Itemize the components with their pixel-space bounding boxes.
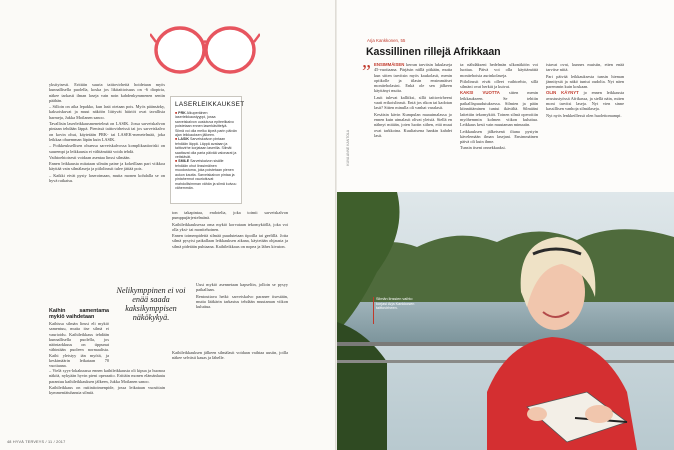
para: Nyt nyös lenkkeillessä olen huolettomampi. bbox=[546, 112, 622, 118]
caption-accent bbox=[373, 297, 374, 324]
para: istavat ovat, kunnes muistin, etten enää tarvitse niitä. bbox=[546, 62, 624, 73]
right-col-2 bbox=[460, 62, 538, 152]
para: Kaihileikkaus on rutiinitoimenpide, jossa leikataan vuosittain kymmeniätuhansia silmiä. bbox=[49, 384, 165, 396]
para: Kaihissa silmän linssi eli mykiö samentuu, mutta itse silmä ei vaurioidu. Kaihileikkaus tehdään kunnallisella puolella, jos näöntarkkuus on tippunut vähintään puoleen normaalista. Kaihi yleistyy iän myötä, ja keskimäärin leikataan 70 vuotiaana. bbox=[49, 321, 109, 369]
para: Kaihileikkauksen jälkeen silmälasit voidaan vaihtaa uusiin, joilla näkee selvästi kauas ja lähelle. bbox=[172, 350, 288, 361]
para: – Kaikki eivät pysty laseroimaan, mutta monen kohdalla se on hyvä ratkaisu. bbox=[49, 172, 165, 184]
para: – Vielä syys-lokakuussa ennen kaihileikkausta oli kipua ja huonoa näköä, nykyään hyvin pieni operaatio. Erittäin monen elämänlaatu parantuu kaihileikkauksen jälkeen, Jukka Moilanen sanoo. bbox=[49, 368, 165, 384]
para: KAKSI VUOTTA sitten menin leikkaukseen. Se tehtiin paikallispuudutuksessa. Silmien ja pään kiinnittäminen tuntui ikävältä. Silmääni laitettiin tekomykiöt. Toinen silmä operoitiin myöhemmin kolmen viikon kuluttua. Leikkaus kesti vain muutaman minuutin. bbox=[460, 90, 539, 128]
left-col-1 bbox=[49, 82, 165, 184]
sidebar-title: LASERLEIKKAUKSET bbox=[175, 101, 245, 108]
photo-credit: KUVA ANNE KANTOLA bbox=[346, 130, 350, 166]
para: Kesäisin kävin Kumpulan maauimalassa jo ennen kuin uimalasit olivat yleisiä. Siellä en nähnyt mitään, joten luotin siihen, että muut ovat tarkkoina. Kuuliaisena hankin kahdet lasit. bbox=[374, 111, 452, 138]
left-col-2 bbox=[172, 210, 288, 250]
byline: Arja Kankkonen, 55 bbox=[367, 38, 406, 43]
para: OLIN KÄYNYT jo ennen leikkausta avustustyössä Afrikassa, ja siellä näin, miten moni tarvitsi laseja. Nyt vien sinne kassillisen vanhoja silmälaseja. bbox=[546, 90, 624, 112]
para: – Poikkeuksellisen ohuessa sarveiskalvossa komplikaatioriski on suurempi ja leikkausta ei välttämättä voida tehdä. bbox=[49, 143, 165, 154]
para: ta: nähdäkseni hedelmän ulkonäköön voi luottaa. Päivä voi olla käyttämättä monitehoisia aurinkolaseja. bbox=[460, 62, 538, 78]
pullquote: Nelikymppinen ei voi enää saada kaksikymppisen näkökykyä. bbox=[116, 286, 186, 322]
para: Kaihileikkauksessa oma mykiö korvataan tekomykiöllä, joka voi olla yksi- tai monitehoinen. bbox=[172, 221, 288, 232]
glasses-illustration bbox=[150, 14, 260, 84]
left-col-1-lower bbox=[49, 306, 109, 370]
sidebar-item: ■ LASIK Sarveiskalvon pintaan tehdään läppä. Läppä avataan ja taittovirhe korjataan laserilla. Silmät saattavat olla paria päivää valonarat ja vetistävät. bbox=[175, 137, 237, 160]
para: Pari päivää leikkauksesta tunsin hieman jännitystä ja näkö tuntui oudolta. Nyt näen paremmin kuin koskaan. bbox=[546, 73, 624, 90]
para: ENSIMMÄISEN kerran tarvitsin lukulaseja 45-vuotiaana. Pärjäsin niillä pitkään, mutta kun sitten tarvitsin myös kaukolasit, menin optikolle ja tilasin ensimmäiset moniteholasini. Enkä ole sen jälkeen käyttänyt muita. bbox=[374, 62, 452, 94]
quote-mark: ” bbox=[362, 61, 371, 83]
sidebar-item: ■ PRK Alkuperäinen laserleikkaustyyppi, jossa sarveiskalvon uusiutuva epiteelikalvo poistetaan ennen laserkäsittelyä. Silmä voi olla melko kipeä parin päivän ajan leikkauksen jälkeen. bbox=[175, 111, 237, 138]
para: Uusi mykiö asennetaan kapseliin, jolloin se pysyy paikallaan. bbox=[196, 282, 288, 293]
subhead-kaihi: Kaihin samentama mykiö vaihdetaan bbox=[49, 308, 109, 320]
para: Tavallisin laserleikkausmenetelmä on LASIK. Jossa sarveiskalvon pintaan tehdään läppä. Pienissä taittovirheissä tai jos sarveiskalvo on kovin ohut, käytetään PRK- tai LASEK-menetelmää, joka leikkaa ohuemman läpän kuin LASIK. bbox=[49, 121, 165, 142]
para: Rentouttava hetki: sarveiskalvo paranee itsestään, mutta lääkärin tarkastus tehdään muutaman viikon kuluttua. bbox=[196, 293, 288, 310]
para: – Silloin on aika lepakko, kun lasit otetaan pois. Myös päänsärky, kaksoiskuvat ja muut näköön liittyvät häiriöt ovat tavallisia harmeja, Jukka Moilanen sanoo. bbox=[49, 104, 165, 120]
photo-caption: Silmän linssien vaihto korjasi Arja Kankkosen taittovirheen. bbox=[376, 297, 415, 311]
para: Vaihtoehtoisesti voidaan asentaa linssi silmään. bbox=[49, 154, 131, 160]
para: Ennen toimenpidettä silmää puudutetaan tipoilla tai geelillä. Jotta silmä pysyisi paikallaan leikkauksen aikana, käytetään ohjausta ja silmä pidetään puhtaana. Kaihileikkaus on nopea ja lähes kivuton. bbox=[172, 233, 288, 249]
para: ton takapintaa, endotelia, joka toimii sarveiskalvon pumppujärjestelmänä. bbox=[172, 210, 288, 221]
para: yksityisesti. Erittäin suuria taittovirheitä hoidetaan myös kunnallisella puolella, koska jos likitaittoisuus on -6 dioptria, näkee tarkasti ilman laseja vain noin kahdenkymmenen sentin päähän. bbox=[49, 82, 165, 103]
left-col-1-bottom bbox=[49, 368, 165, 396]
para: Lasit tulevat kalliiksi, sillä taittovirheeni vaati erikoislinssit. Entä jos rikon tai kadotan lasit? Sitten minulla oli vanhat varalasit. bbox=[374, 94, 452, 111]
para: Piilolinssit eivät olleet vaihtoehto, sillä silmäni ovat herkät ja kuivat. bbox=[460, 78, 538, 90]
right-col-3 bbox=[546, 62, 624, 119]
para: Ennen leikkausta mitataan silmän paine ja kokeillaan pari viikkoa käyttää vain silmälaseja ja piilolinssit tulee jättää pois. bbox=[49, 161, 165, 172]
page-footer: 48 HYVÄ TERVEYS / 11 / 2017 bbox=[7, 440, 66, 444]
sidebar-item: ■ SMILE Sarveiskalvon sisälle tehdään ohut linssimäinen muodostuma, joka poistetaan pienen aukon kautta. Sarveiskalvon pintaa ja pintahermot vaurioituvat mahdollisimman vähän ja silmä kuivuu vähemmän. bbox=[175, 159, 237, 190]
right-col-1 bbox=[374, 62, 452, 139]
sidebar-body bbox=[175, 111, 237, 190]
left-col-2-narrow bbox=[196, 282, 288, 310]
left-col-2-bottom bbox=[172, 350, 288, 362]
article-headline: Kassillinen rillejä Afrikkaan bbox=[366, 46, 501, 58]
portrait-photo bbox=[337, 192, 674, 450]
para: Leikkauksen jälkeisenä iltana pystyin kävelemään ilman lasejani. Ensimmäinen päivä oli kuin ihme. bbox=[460, 128, 538, 145]
laser-sidebar bbox=[170, 96, 245, 204]
para: Tunsin itseni onnekkaaksi. bbox=[460, 145, 506, 151]
photo-scene bbox=[337, 192, 674, 450]
